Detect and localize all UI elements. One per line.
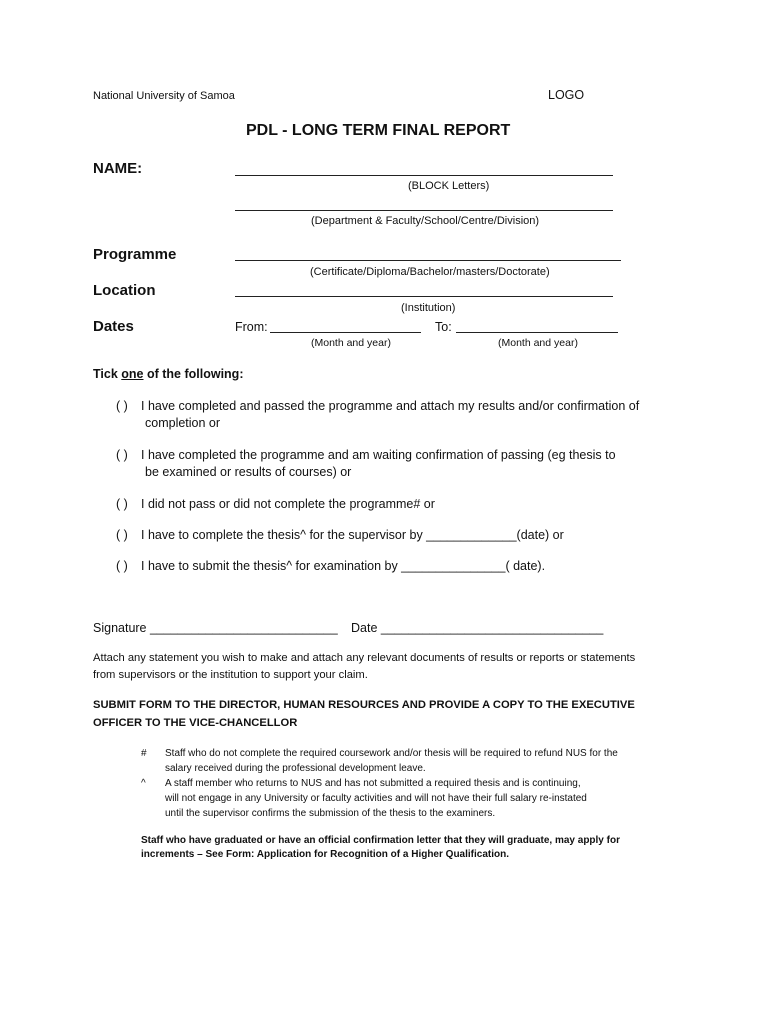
programme-hint: (Certificate/Diploma/Bachelor/masters/Doctorate) [310, 266, 550, 278]
to-month-year-hint: (Month and year) [498, 337, 578, 349]
programme-input-line[interactable] [235, 260, 621, 261]
page-title: PDL - LONG TERM FINAL REPORT [246, 122, 511, 139]
date-field[interactable]: Date ________________________________ [351, 621, 604, 635]
final-note-line2: increments – See Form: Application for Recognition of a Higher Qualification. [141, 849, 510, 860]
to-label: To: [435, 320, 452, 334]
location-label: Location [93, 282, 156, 299]
option-3-text: I did not pass or did not complete the programme# or [141, 497, 435, 511]
option-2-text: I have completed the programme and am waiting confirmation of passing (eg thesis to [141, 448, 616, 462]
name-label: NAME: [93, 160, 143, 177]
option-4-checkbox[interactable]: ( ) [116, 528, 128, 542]
submit-instruction-line2: OFFICER TO THE VICE-CHANCELLOR [93, 717, 298, 729]
option-1-checkbox[interactable]: ( ) [116, 399, 128, 413]
footnote-hash-symbol: # [141, 748, 147, 759]
logo-placeholder: LOGO [548, 88, 585, 102]
institution-hint: (Institution) [401, 302, 456, 314]
tick-heading-one: one [121, 367, 144, 381]
footnote-caret-line3: until the supervisor confirms the submission of the thesis to the examiners. [165, 808, 496, 819]
location-input-line[interactable] [235, 296, 613, 297]
footnote-caret-line2: will not engage in any University or faculty activities and will not have their full salary re-instated [165, 793, 587, 804]
name-input-line[interactable] [235, 175, 613, 176]
department-hint: (Department & Faculty/School/Centre/Division) [311, 215, 540, 227]
institution-name: National University of Samoa [93, 90, 235, 102]
department-input-line[interactable] [235, 210, 613, 211]
from-month-year-hint: (Month and year) [311, 337, 391, 349]
programme-label: Programme [93, 246, 177, 263]
from-date-input-line[interactable] [270, 332, 421, 333]
tick-heading-pre: Tick [93, 367, 122, 381]
option-1-text-cont: completion or [145, 416, 221, 430]
option-5-checkbox[interactable]: ( ) [116, 559, 128, 573]
option-3-checkbox[interactable]: ( ) [116, 497, 128, 511]
block-letters-hint: (BLOCK Letters) [408, 180, 490, 192]
footnote-hash-line2: salary received during the professional development leave. [165, 763, 426, 774]
footnote-caret-line1: A staff member who returns to NUS and has not submitted a required thesis and is continuing, [165, 778, 581, 789]
tick-heading-post: of the following: [143, 367, 244, 381]
to-date-input-line[interactable] [456, 332, 618, 333]
option-4-text: I have to complete the thesis^ for the supervisor by _____________(date) or [141, 528, 564, 542]
attach-text-line1: Attach any statement you wish to make and attach any relevant documents of results or reports or statements [93, 652, 636, 664]
option-2-text-cont: be examined or results of courses) or [145, 465, 352, 479]
submit-instruction-line1: SUBMIT FORM TO THE DIRECTOR, HUMAN RESOURCES AND PROVIDE A COPY TO THE EXECUTIVE [93, 699, 635, 711]
tick-heading [93, 367, 243, 381]
option-5-text: I have to submit the thesis^ for examination by _______________( date). [141, 559, 546, 573]
option-2-checkbox[interactable]: ( ) [116, 448, 128, 462]
from-label: From: [235, 320, 268, 334]
footnote-hash-line1: Staff who do not complete the required coursework and/or thesis will be required to refund NUS for the [165, 748, 618, 759]
signature-field[interactable]: Signature ___________________________ [93, 621, 338, 635]
footnote-caret-symbol: ^ [141, 778, 146, 789]
dates-label: Dates [93, 318, 134, 335]
final-note-line1: Staff who have graduated or have an official confirmation letter that they will graduate, may apply for [141, 835, 620, 846]
option-1-text: I have completed and passed the programme and attach my results and/or confirmation of [141, 399, 640, 413]
attach-text-line2: from supervisors or the institution to support your claim. [93, 669, 368, 681]
